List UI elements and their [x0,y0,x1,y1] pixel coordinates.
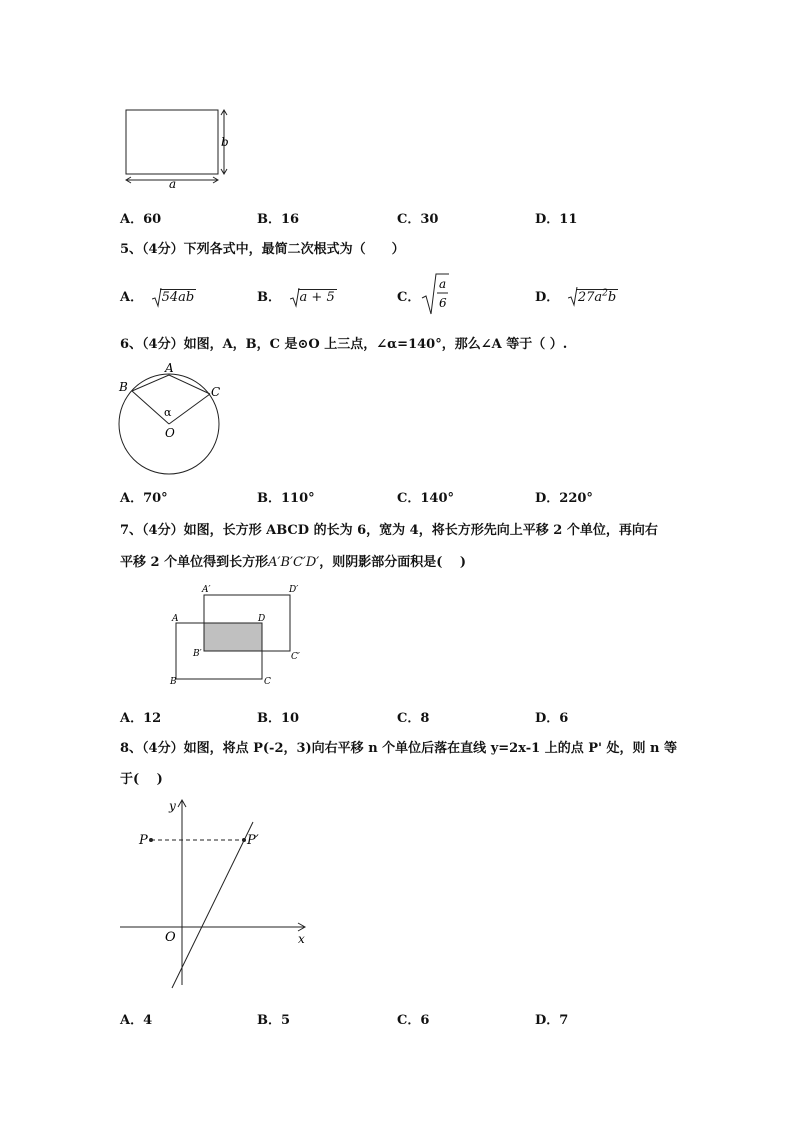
q5-option-c-radical [420,272,450,316]
q6-label-b: B [119,380,128,394]
q8-point-p [149,838,153,842]
q5-stem: 5、（4分）下列各式中，最简二次根式为（ ） [120,242,405,257]
q8-option-d[interactable]: D．7 [535,1013,569,1028]
q5-option-d[interactable]: D． $27a^2b$ [535,288,617,305]
q4-label-b: b [221,135,229,149]
q4-option-a[interactable]: A．60 [120,212,162,227]
q7-translation-figure [165,580,310,690]
q6-label-alpha: α [164,406,172,419]
q6-option-d[interactable]: D．220° [535,491,593,506]
q6-option-b[interactable]: B．110° [257,491,315,506]
q8-stem-line2: 于( ) [120,772,163,787]
q7-label-b: B [170,677,177,687]
q5-option-c-num: a [439,277,447,291]
q5-option-a[interactable]: A． 54ab [120,290,195,305]
q7-shaded-overlap [204,623,262,651]
q8-option-b[interactable]: B．5 [257,1013,291,1028]
q6-circle-figure [115,358,230,476]
q7-option-c[interactable]: C．8 [397,711,430,726]
q7-label-d: D [258,614,266,624]
q5-option-c-den: 6 [439,296,447,310]
q7-stem-line1: 7、（4分）如图，长方形 ABCD 的长为 6，宽为 4，将长方形先向上平移 2 个单位，再向右 [120,523,658,538]
q4-rectangle [126,110,218,174]
q7-label-c1: C′ [291,652,300,662]
q6-option-c[interactable]: C．140° [397,491,454,506]
q8-label-x: x [298,932,305,946]
q6-label-c: C [211,385,221,399]
q8-label-p1: P′ [247,833,259,848]
q8-option-a[interactable]: A．4 [120,1013,153,1028]
q7-label-c: C [264,677,271,687]
q4-rectangle-figure [118,100,243,195]
q7-label-d1: D′ [289,585,299,595]
q6-stem: 6、（4分）如图，A，B，C 是⊙O 上三点，∠α=140°，那么∠A 等于（ ）. [120,337,568,352]
q8-point-p1 [242,838,246,842]
q8-label-p: P [139,833,148,848]
q7-option-d[interactable]: D．6 [535,711,569,726]
q6-label-o: O [165,426,175,440]
q4-option-c[interactable]: C．30 [397,212,439,227]
q8-coordinate-figure [115,795,315,995]
q8-option-c[interactable]: C．6 [397,1013,430,1028]
q8-stem-line1: 8、（4分）如图，将点 P(-2，3)向右平移 n 个单位后落在直线 y=2x-1 上的点 P' 处，则 n 等 [120,741,678,756]
q8-label-o: O [165,930,176,945]
q4-option-b[interactable]: B．16 [257,212,300,227]
q4-option-d[interactable]: D．11 [535,212,578,227]
q7-option-b[interactable]: B．10 [257,711,300,726]
q7-option-a[interactable]: A．12 [120,711,162,726]
q5-option-b[interactable]: B． a + 5 [257,290,335,305]
q7-label-b1: B′ [193,649,202,659]
q5-option-c[interactable]: C． [397,290,421,305]
q7-label-a: A [172,614,179,624]
q6-option-a[interactable]: A．70° [120,491,168,506]
q7-stem-line2: 平移 2 个单位得到长方形A′B′C′D′，则阴影部分面积是( ) [120,555,467,570]
q8-label-y: y [169,799,176,813]
q8-line [172,822,253,988]
q4-label-a: a [169,177,177,191]
q6-label-a: A [165,361,174,375]
q7-label-a1: A′ [202,585,211,595]
